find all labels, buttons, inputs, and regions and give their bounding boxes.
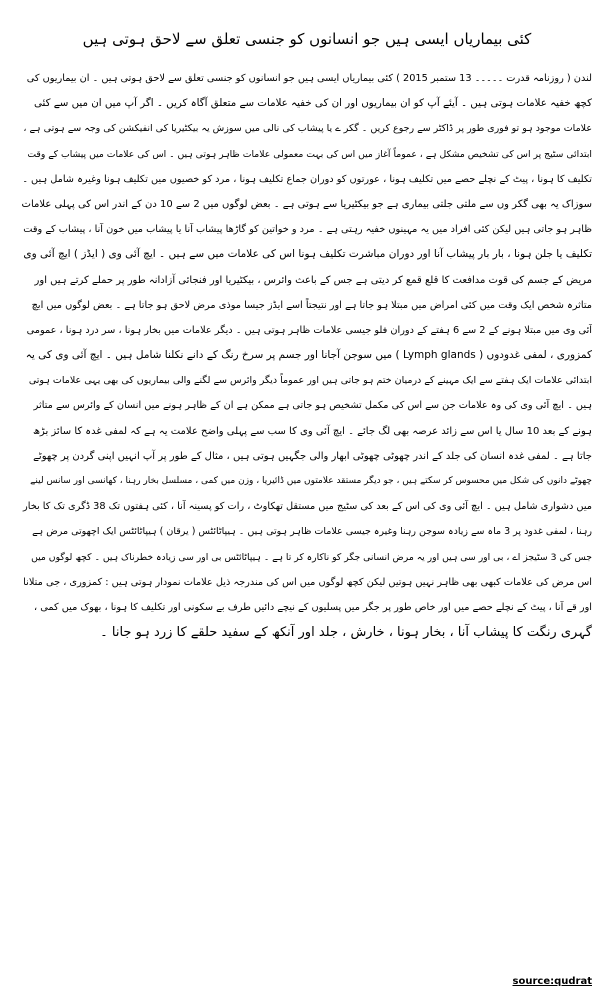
article-line: سوزاک یہ بھی گکر وں سے ملتی جلتی بیماری ہے جو بیکٹیریا سے ہوتی ہے ۔ بعض لوگوں میں 2 سے 10 دن کے اندر اس کی پہلی علامات: [22, 198, 592, 210]
article-line: مریض کے جسم کی قوت مدافعت کا قلع قمع کر دیتی ہے جس کے باعث وائرس ، بیکٹیریا اور فنجائی آزادانہ طور پر حملے کرتے ہیں اور: [34, 274, 592, 286]
article-line: آئی وی میں مبتلا ہونے کے 2 سے 6 ہفتے کے دوران فلو جیسی علامات ظاہر ہوتی ہیں ۔ دیگر علامات میں بخار ہونا ، سر درد ہونا ، عمومی: [26, 324, 592, 336]
article-line: میں دشواری شامل ہیں ۔ ایچ آئی وی کی اس کے بعد کی سٹیج میں مستقل تھکاوٹ ، رات کو پسینہ آنا ، کئی ہفتوں تک 38 ڈگری تک کا بخار: [23, 501, 592, 513]
article-line: ابتدائی سٹیج پر اس کی تشخیص مشکل ہے ، عموماً آغاز میں اس کی بہت معمولی علامات ظاہر ہوتی ہیں ۔ اس کی علامات میں پیشاب کے وقت: [27, 148, 592, 160]
article-line: متاثرہ شخص ایک وقت میں کئی امراض میں مبتلا ہو جاتا ہے اور نتیجتاً اسے ایڈز جیسا موذی مرض لاحق ہو جاتا ہے ۔ بعض لوگوں میں ایچ: [31, 299, 592, 311]
article-line: گہری رنگت کا پیشاب آنا ، بخار ہونا ، خارش ، جلد اور آنکھ کے سفید حلقے کا زرد ہو جانا ۔: [100, 625, 592, 641]
article-line: اس مرض کی علامات کبھی بھی ظاہر نہیں ہوتیں لیکن کچھ لوگوں میں اس کی مندرجہ ذیل علامات نمودار ہوتی ہیں : کمزوری ، جی متلانا: [23, 576, 592, 588]
article-line: تکلیف کا ہونا ، پیٹ کے نچلے حصے میں تکلیف ہونا ، عورتوں کو دوران جماع تکلیف ہونا ، مرد کو خصیوں میں تکلیف ہونا وغیرہ شامل ہیں ۔: [22, 173, 592, 185]
article-line: جس کی 3 سٹیجز اے ، بی اور سی ہیں اور یہ مرض انسانی جگر کو ناکارہ کر تا ہے ۔ ہیپاٹائٹس بی اور سی زیادہ خطرناک ہیں ۔ کچھ لوگوں میں: [31, 551, 592, 563]
article-line: ہونے کے بعد 10 سال یا اس سے زائد عرصہ بھی لگ جائے ۔ ایچ آئی وی کا سب سے پہلی واضح علامت یہ ہے کہ لمفی غدہ کا سائز بڑھ: [32, 425, 592, 437]
article-line: جاتا ہے ۔ لمفی غدہ انسان کی جلد کے اندر چھوٹی چھوٹی ابھار والی جگہیں ہوتی ہیں ، مثال کے طور پر آپ انہیں اپنی گردن پر چھوٹے: [33, 450, 592, 462]
article-title: کئی بیماریاں ایسی ہیں جو انسانوں کو جنسی تعلق سے لاحق ہوتی ہیں: [82, 30, 532, 48]
article-line: لندن ( روزنامہ قدرت ۔۔۔۔۔ 13 ستمبر 2015 ) کئی بیماریاں ایسی ہیں جو انسانوں کو جنسی تعلق سے لاحق ہوتی ہیں ۔ ان بیماریوں کی: [26, 73, 592, 84]
article-line: اور قے آنا ، پیٹ کے نچلے حصے میں اور خاص طور پر جگر میں پسلیوں کے نیچے دائیں طرف بے سکونی اور تکلیف کا ہونا ، بھوک میں کمی ،: [33, 601, 592, 613]
article-line: علامات موجود ہو تو فوری طور پر ڈاکٹر سے رجوع کریں ۔ گکر ے یا پیشاب کی نالی میں سوزش یہ بیکٹیریا کی انفیکشن کی وجہ سے ہوتی ہے ،: [23, 123, 592, 135]
article-line: کچھ خفیہ علامات ہوتی ہیں ۔ آیئے آپ کو ان بیماریوں اور ان کی خفیہ علامات سے متعلق آگاہ کریں ۔ اگر آپ میں ان میں سے کئی: [33, 97, 592, 110]
article-line: ظاہر ہو جاتی ہیں لیکن کئی افراد میں یہ مہینوں خفیہ رہتی ہے ۔ مرد و خواتین کو گاڑھا پیشاب آنا یا پیشاب میں خون آنا ، پیشاب کے وقت: [23, 224, 592, 236]
article-line: ابتدائی علامات ایک ہفتے سے ایک مہینے کے درمیان ختم ہو جاتی ہیں اور عموماً دیگر وائرس سے لگنے والی بیماریوں کی بھی یہی علامات ہوتی: [28, 375, 592, 387]
article-line: چھوٹے دانوں کی شکل میں محسوس کر سکتے ہیں ، جو دیگر مستقد علامتوں میں ڈائیریا ، وزن میں کمی ، مسلسل بخار رہنا ، کھانسی اور سانس لینے: [30, 476, 592, 486]
article-line: ہیں ۔ ایچ آئی وی کی وہ علامات جن سے اس کی مکمل تشخیص ہو جاتی ہے ممکن ہے ان کے ظاہر ہونے میں انسان کے وائرس سے متاثر: [33, 400, 592, 412]
article-line: کمزوری ، لمفی غدودوں ( Lymph glands ) میں سوجن آجانا اور جسم پر سرخ رنگ کے دانے نکلنا شامل ہیں ۔ ایچ آئی وی کی یہ: [25, 349, 592, 362]
article-line: رہنا ، لمفی غدود پر 3 ماہ سے زیادہ سوجن رہنا وغیرہ جیسی علامات ظاہر ہوتی ہیں ۔ ہیپاٹائٹس ( یرقان ) ہیپاٹائٹس ایک اچھوتی مرض ہے: [32, 526, 592, 538]
article-body: [22, 66, 592, 645]
article-line: تکلیف یا جلن ہونا ، بار بار پیشاب آنا اور دوران مباشرت تکلیف ہونا اس کی علامات میں سے ہیں ۔ ایچ آئی وی ( ایڈز ) ایچ آئی وی: [23, 248, 592, 261]
source-credit: source:qudrat: [512, 976, 592, 987]
